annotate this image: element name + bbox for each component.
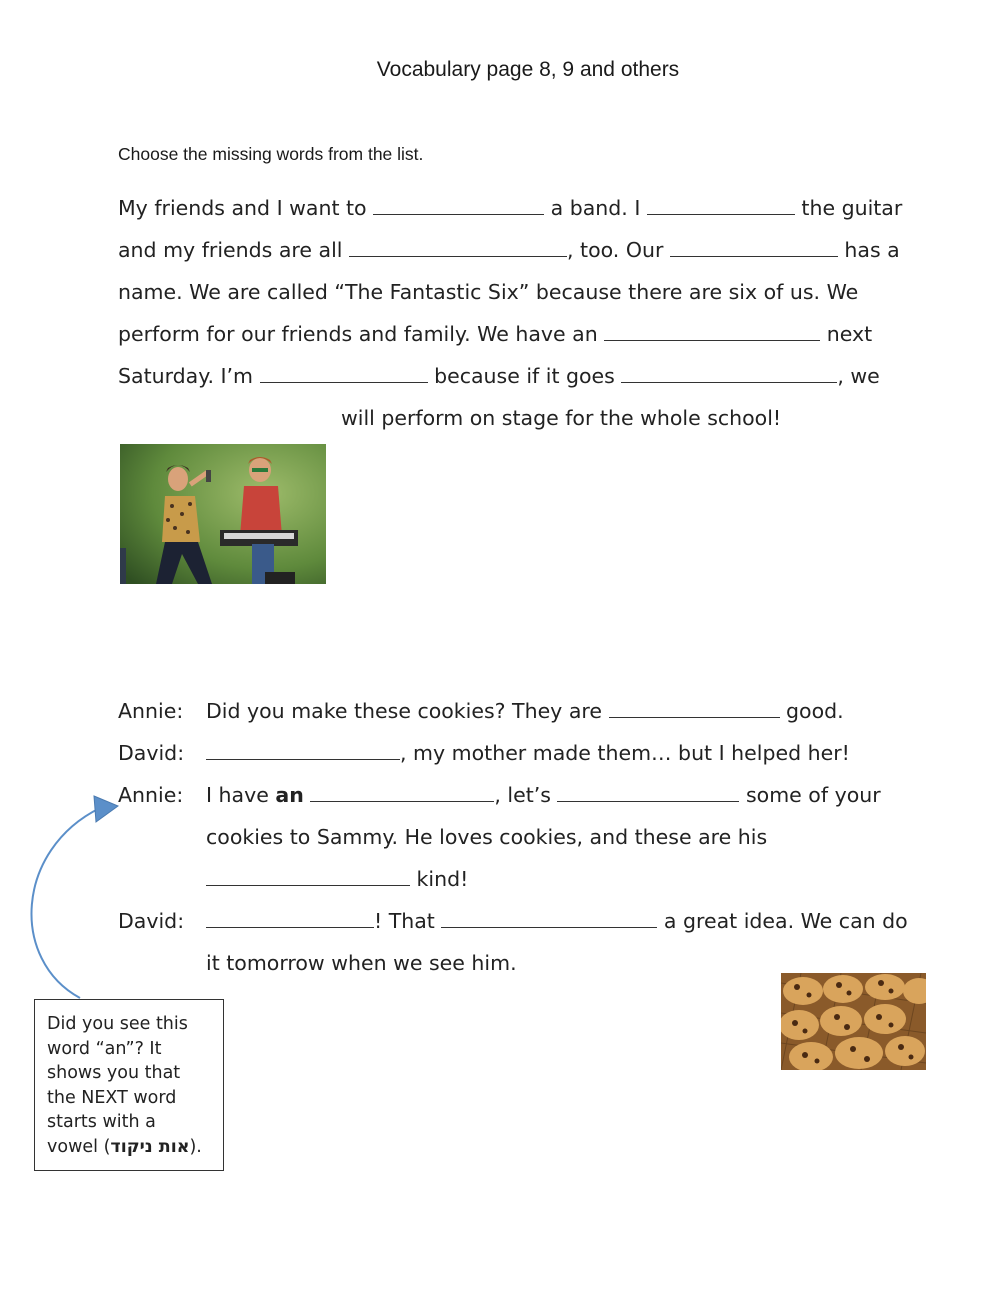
band-figurines-photo	[120, 444, 326, 584]
dialogue-line-2: David: , my mother made them… but I helped her!	[118, 741, 850, 765]
paragraph-line-2: and my friends are all , too. Our has a	[118, 238, 900, 262]
answer-blank[interactable]	[441, 908, 657, 928]
callout-line: vowel (אות ניקוד).	[47, 1136, 202, 1157]
answer-blank[interactable]	[206, 908, 374, 928]
dialogue-line-5: kind!	[206, 865, 468, 893]
speaker-label: Annie:	[118, 699, 184, 723]
callout-line: starts with a	[47, 1112, 156, 1132]
answer-blank[interactable]	[647, 195, 795, 215]
answer-blank[interactable]	[373, 195, 544, 215]
answer-blank[interactable]	[609, 698, 780, 718]
answer-blank[interactable]	[604, 321, 820, 341]
callout-line: shows you that	[47, 1063, 181, 1083]
curved-arrow-icon	[0, 0, 130, 1010]
dialogue-line-6: David: ! That a great idea. We can do	[118, 909, 908, 933]
paragraph-line-6: will perform on stage for the whole school!	[341, 406, 782, 430]
paragraph-line-5: Saturday. I’m because if it goes , we	[118, 364, 880, 388]
answer-blank[interactable]	[557, 782, 739, 802]
speaker-label: Annie:	[118, 783, 184, 807]
callout-line: word “an”? It	[47, 1038, 162, 1059]
hebrew-term: אות ניקוד	[110, 1136, 190, 1157]
answer-blank[interactable]	[670, 237, 838, 257]
dialogue-line-7: it tomorrow when we see him.	[206, 951, 517, 975]
speaker-label: David:	[118, 741, 185, 765]
dialogue-line-3: Annie: I have an , let’s some of your	[118, 783, 881, 807]
answer-blank[interactable]	[621, 363, 837, 383]
speaker-label: David:	[118, 909, 185, 933]
answer-blank[interactable]	[206, 866, 410, 886]
callout-line: Did you see this	[47, 1014, 188, 1034]
paragraph-line-1: My friends and I want to a band. I the guitar	[118, 196, 903, 220]
answer-blank[interactable]	[310, 782, 494, 802]
answer-blank[interactable]	[206, 740, 400, 760]
dialogue-line-1: Annie: Did you make these cookies? They are good.	[118, 699, 844, 723]
answer-blank[interactable]	[260, 363, 428, 383]
dialogue-line-4: cookies to Sammy. He loves cookies, and these are his	[206, 825, 768, 849]
callout-note	[34, 999, 224, 1171]
cookies-photo	[781, 973, 926, 1070]
callout-line: the NEXT word	[47, 1087, 177, 1108]
answer-blank[interactable]	[349, 237, 567, 257]
instructions: Choose the missing words from the list.	[118, 144, 424, 164]
paragraph-line-3: name. We are called “The Fantastic Six” because there are six of us. We	[118, 280, 859, 304]
paragraph-line-4: perform for our friends and family. We have an next	[118, 322, 873, 346]
page-title: Vocabulary page 8, 9 and others	[376, 58, 680, 81]
bold-word-an: an	[275, 783, 304, 807]
